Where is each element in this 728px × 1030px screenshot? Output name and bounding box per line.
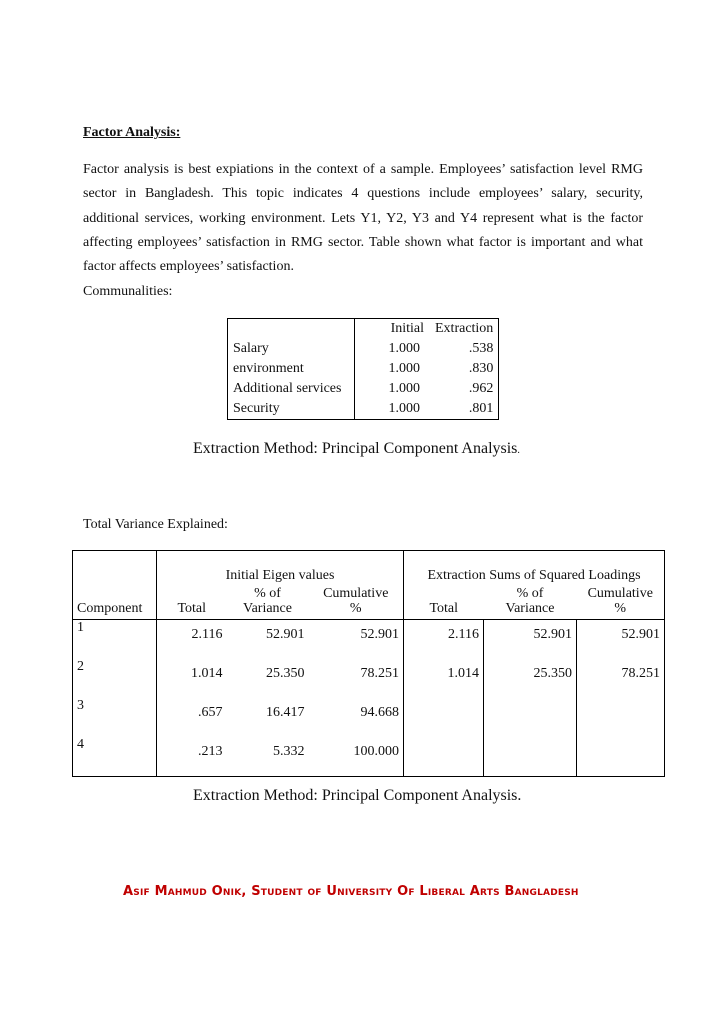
pct-variance-header-top: % of (254, 586, 281, 601)
component-cell: 2 (73, 659, 157, 698)
communalities-variable: Salary (228, 339, 355, 359)
variance-subheader-row (73, 586, 665, 601)
ext-total-cell (404, 737, 484, 777)
communalities-row (228, 379, 499, 399)
communalities-row (228, 359, 499, 379)
pct-variance-cell: 25.350 (266, 666, 305, 681)
component-cell: 3 (73, 698, 157, 737)
communalities-initial: 1.000 (388, 361, 420, 376)
ext-total-cell: 2.116 (404, 620, 484, 660)
ext-pct-variance-header-top: % of (516, 586, 544, 601)
communalities-caption-text: Extraction Method: Principal Component Analysis (193, 440, 518, 457)
ext-pct-variance-cell (484, 737, 577, 777)
total-cell: 1.014 (191, 666, 223, 681)
empty-cell (157, 586, 227, 601)
extraction-group-header: Extraction Sums of Squared Loadings (404, 551, 665, 587)
communalities-extraction: .538 (430, 339, 499, 359)
component-cell: 4 (73, 737, 157, 777)
pct-variance-cell: 52.901 (266, 627, 305, 642)
pct-variance-cell: 16.417 (266, 705, 305, 720)
communalities-extraction: .801 (430, 399, 499, 420)
cumulative-cell: 52.901 (360, 627, 399, 642)
ext-total-header: Total (404, 601, 484, 620)
variance-group-header-row (73, 551, 665, 587)
ext-cumulative-cell: 52.901 (577, 620, 665, 660)
total-variance-caption: Extraction Method: Principal Component Analysis. (193, 787, 522, 804)
communalities-row (228, 339, 499, 359)
communalities-extraction-header: Extraction (430, 319, 499, 340)
variance-corner-cell (73, 551, 157, 587)
component-header: Component (73, 601, 157, 620)
communalities-caption-dot: . (517, 445, 520, 456)
total-cell: 2.116 (191, 627, 223, 642)
ext-cumulative-cell (577, 737, 665, 777)
ext-pct-variance-header: Variance (484, 601, 577, 620)
communalities-initial: 1.000 (388, 381, 420, 396)
component-cell: 1 (73, 620, 157, 660)
cumulative-header-top: Cumulative (323, 586, 389, 601)
variance-row (73, 698, 665, 737)
total-cell: .657 (198, 705, 223, 720)
ext-total-cell: 1.014 (404, 659, 484, 698)
communalities-extraction: .830 (430, 359, 499, 379)
ext-cumulative-cell (577, 698, 665, 737)
communalities-variable: environment (228, 359, 355, 379)
total-variance-label: Total Variance Explained: (83, 517, 228, 532)
variance-header-row (73, 601, 665, 620)
pct-variance-cell: 5.332 (227, 737, 309, 777)
communalities-initial: 1.000 (355, 399, 431, 420)
cumulative-cell: 100.000 (309, 737, 404, 777)
variance-row (73, 620, 665, 660)
variance-row (73, 737, 665, 777)
communalities-header-row (228, 319, 499, 340)
communalities-corner-cell (228, 319, 355, 340)
communalities-table (227, 318, 499, 420)
intro-paragraph: Factor analysis is best expiations in the context of a sample. Employees’ satisfaction level RMG sector in Bangladesh. This topic indicates 4 questions include employees’ salary, security, additional services, working environment. Lets Y1, Y2, Y3 and Y4 represent what is the factor affecting employees’ satisfaction in RMG sector. Table shown what factor is important and what factor affects employees’ satisfaction. (83, 162, 643, 275)
communalities-label: Communalities: (83, 284, 173, 299)
total-header: Total (157, 601, 227, 620)
communalities-variable: Security (228, 399, 355, 420)
total-cell: .213 (157, 737, 227, 777)
cumulative-header: % (309, 601, 404, 620)
ext-pct-variance-cell: 25.350 (484, 659, 577, 698)
cumulative-cell: 78.251 (360, 666, 399, 681)
cumulative-cell: 94.668 (360, 705, 399, 720)
communalities-caption (193, 440, 520, 458)
variance-row (73, 659, 665, 698)
pct-variance-header: Variance (227, 601, 309, 620)
communalities-extraction: .962 (430, 379, 499, 399)
communalities-variable: Additional services (228, 379, 355, 399)
communalities-initial-header: Initial (355, 319, 431, 340)
total-variance-table (72, 550, 665, 777)
ext-cumulative-header: % (577, 601, 665, 620)
empty-cell (404, 586, 484, 601)
ext-pct-variance-cell: 52.901 (484, 620, 577, 660)
section-heading: Factor Analysis: (83, 125, 181, 140)
author-footer: Asif Mahmud Onik, Student of University Of Liberal Arts Bangladesh (123, 884, 579, 899)
empty-cell (73, 586, 157, 601)
initial-eigen-group-header: Initial Eigen values (157, 551, 404, 587)
communalities-initial: 1.000 (388, 341, 420, 356)
ext-total-cell (404, 698, 484, 737)
ext-cumulative-cell: 78.251 (577, 659, 665, 698)
communalities-row (228, 399, 499, 420)
ext-cumulative-header-top: Cumulative (577, 586, 665, 601)
ext-pct-variance-cell (484, 698, 577, 737)
